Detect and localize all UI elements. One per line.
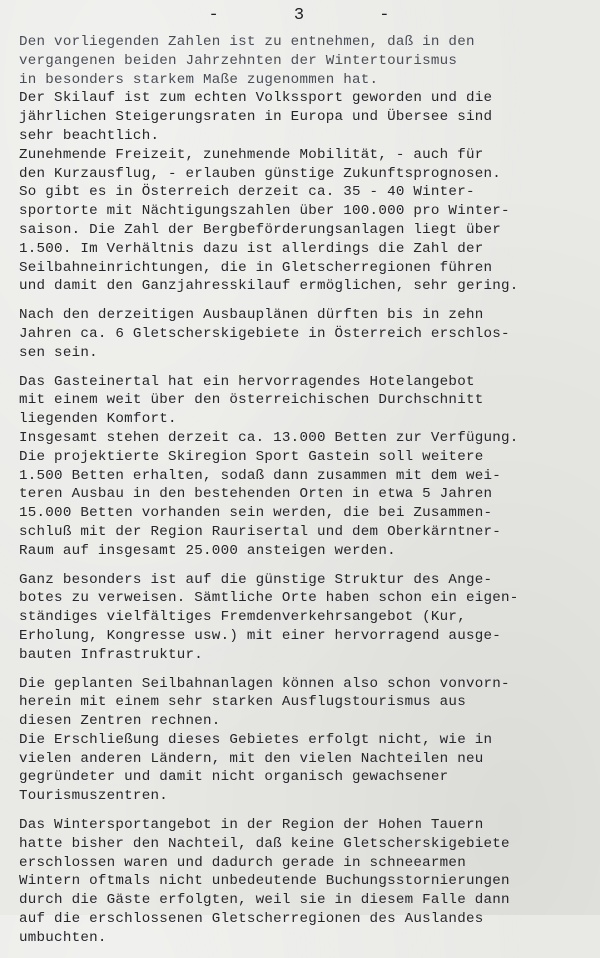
- text-line: Erholung, Kongresse usw.) mit einer hervorragend ausge-: [19, 627, 502, 644]
- text-line: liegenden Komfort.: [19, 411, 177, 428]
- text-line: Der Skilauf ist zum echten Volkssport geworden und die: [19, 90, 493, 107]
- paragraph: [19, 306, 589, 362]
- paragraph: [19, 571, 589, 665]
- text-line: 1.500 Betten erhalten, sodaß dann zusammen mit dem wei-: [19, 467, 502, 484]
- text-line: Nach den derzeitigen Ausbauplänen dürften bis in zehn: [19, 307, 484, 324]
- text-line: sportorte mit Nächtigungszahlen über 100.000 pro Winter-: [19, 203, 510, 220]
- text-line: vielen anderen Ländern, mit den vielen Nachteilen neu: [19, 750, 484, 767]
- body-text: [19, 33, 589, 958]
- text-line: 1.500. Im Verhältnis dazu ist allerdings die Zahl der: [19, 240, 484, 257]
- text-line: bauten Infrastruktur.: [19, 646, 204, 663]
- text-line: hatte bisher den Nachteil, daß keine Gletscherskigebiete: [19, 835, 510, 852]
- text-line: Raum auf insgesamt 25.000 ansteigen werden.: [19, 542, 396, 559]
- text-line: Das Gasteinertal hat ein hervorragendes Hotelangebot: [19, 373, 475, 390]
- text-line: diesen Zentren rechnen.: [19, 713, 221, 730]
- text-line: den Kurzausflug, - erlauben günstige Zukunftsprognosen.: [19, 165, 502, 182]
- text-line: Das Wintersportangebot in der Region der Hohen Tauern: [19, 817, 484, 834]
- text-line: herein mit einem sehr starken Ausflugstourismus aus: [19, 694, 466, 711]
- text-line: Die geplanten Seilbahnanlagen können also schon vonvorn-: [19, 675, 510, 692]
- text-line: in besonders starkem Maße zugenommen hat.: [19, 71, 379, 88]
- text-line: jährlichen Steigerungsraten in Europa und Übersee sind: [19, 109, 493, 126]
- text-line: auf die erschlossenen Gletscherregionen des Auslandes: [19, 911, 484, 928]
- paragraph: [19, 373, 589, 561]
- text-line: Insgesamt stehen derzeit ca. 13.000 Betten zur Verfügung.: [19, 429, 519, 446]
- page-number: - 3 -: [208, 6, 392, 25]
- text-line: durch die Gäste erfolgten, weil sie in diesem Falle dann: [19, 892, 510, 909]
- text-line: Die Erschließung dieses Gebietes erfolgt nicht, wie in: [19, 731, 493, 748]
- text-line: vergangenen beiden Jahrzehnten der Wintertourismus: [19, 52, 458, 69]
- paragraph: [19, 816, 589, 948]
- text-line: Wintern oftmals nicht unbedeutende Buchungsstornierungen: [19, 873, 510, 890]
- text-line: und damit den Ganzjahresskilauf ermöglichen, sehr gering.: [19, 278, 519, 295]
- text-line: schluß mit der Region Raurisertal und dem Oberkärntner-: [19, 523, 502, 540]
- text-line: gegründeter und damit nicht organisch gewachsener: [19, 769, 449, 786]
- text-line: teren Ausbau in den bestehenden Orten in etwa 5 Jahren: [19, 486, 493, 503]
- text-line: erschlossen waren und dadurch gerade in schneearmen: [19, 854, 466, 871]
- text-line: So gibt es in Österreich derzeit ca. 35 - 40 Winter-: [19, 184, 475, 201]
- text-line: Jahren ca. 6 Gletscherskigebiete in Österreich erschlos-: [19, 325, 510, 342]
- text-line: Den vorliegenden Zahlen ist zu entnehmen, daß in den: [19, 34, 475, 50]
- text-line: sen sein.: [19, 344, 98, 361]
- text-line: ständiges vielfältiges Fremdenverkehrsangebot (Kur,: [19, 609, 466, 626]
- text-line: mit einem weit über den österreichischen Durchschnitt: [19, 392, 484, 409]
- text-line: sehr beachtlich.: [19, 127, 160, 144]
- text-line: Seilbahneinrichtungen, die in Gletscherregionen führen: [19, 259, 493, 276]
- text-line: botes zu verweisen. Sämtliche Orte haben schon ein eigen-: [19, 590, 519, 607]
- text-line: Die projektierte Skiregion Sport Gastein soll weitere: [19, 448, 484, 465]
- text-line: umbuchten.: [19, 929, 107, 946]
- text-line: Ganz besonders ist auf die günstige Struktur des Ange-: [19, 571, 493, 588]
- paragraph: [19, 675, 589, 807]
- paragraph: [19, 33, 589, 296]
- text-line: saison. Die Zahl der Bergbeförderungsanlagen liegt über: [19, 221, 502, 238]
- text-line: Zunehmende Freizeit, zunehmende Mobilität, - auch für: [19, 146, 484, 163]
- text-line: 15.000 Betten vorhanden sein werden, die bei Zusammen-: [19, 505, 493, 522]
- text-line: Tourismuszentren.: [19, 788, 168, 805]
